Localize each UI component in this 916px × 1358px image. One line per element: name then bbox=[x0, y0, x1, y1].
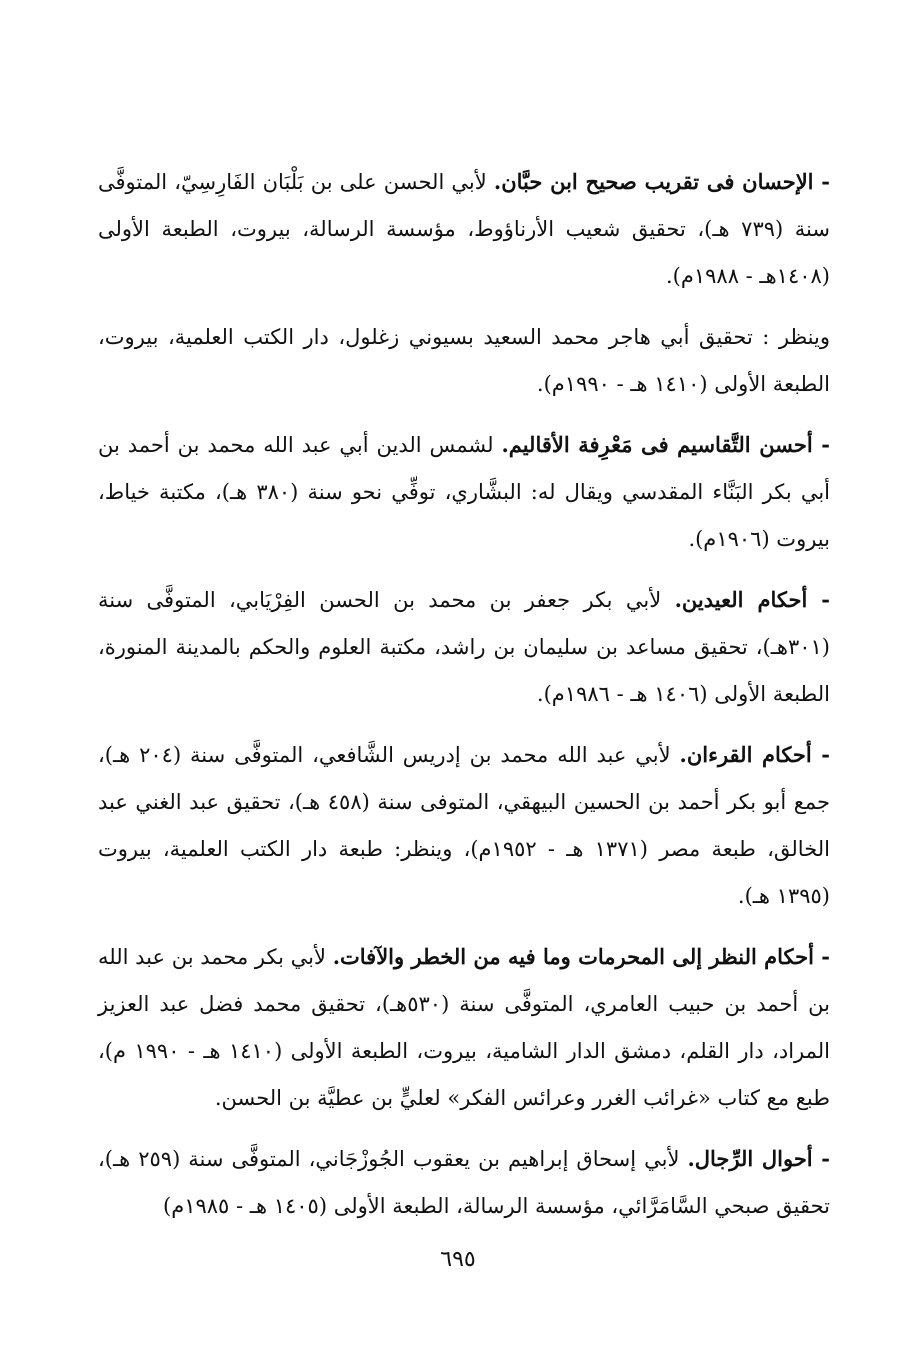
bibliography-entry-ahkam-al-idayn bbox=[98, 576, 830, 718]
entry-text: لأبي عبد الله محمد بن إدريس الشَّافعي، المتوفَّى سنة (٢٠٤ هـ)، جمع أبو بكر أحمد بن الحسين البيهقي، المتوفى سنة (٤٥٨ هـ)، تحقيق عبد الغني عبد الخالق، طبعة مصر (١٣٧١ هـ - ١٩٥٢م)، وينظر: طبعة دار الكتب العلمية، بيروت (١٣٩٥ هـ). bbox=[98, 743, 830, 908]
entry-title: - أحكام النظر إلى المحرمات وما فيه من الخطر والآفات. bbox=[332, 944, 831, 969]
entry-text: لأبي بكر محمد بن عبد الله بن أحمد بن حبيب العامري، المتوفَّى سنة (٥٣٠هـ)، تحقيق محمد فضل عبد العزيز المراد، دار القلم، دمشق الدار الشامية، بيروت، الطبعة الأولى (١٤١٠ هـ - ١٩٩٠ م)، طبع مع كتاب «غرائب الغرر وعرائس الفكر» لعليٍّ بن عطيَّة بن الحسن. bbox=[98, 945, 830, 1110]
entry-title: - أحسن التَّقاسيم فى مَعْرِفة الأقاليم. bbox=[501, 432, 830, 457]
entry-text: وينظر : تحقيق أبي هاجر محمد السعيد بسيوني زغلول، دار الكتب العلمية، بيروت، الطبعة الأولى (١٤١٠ هـ - ١٩٩٠م). bbox=[98, 325, 830, 396]
bibliography-entry-ahkam-al-nazar bbox=[98, 933, 830, 1122]
entry-title: - أحوال الرِّجال. bbox=[687, 1146, 831, 1171]
entry-title: - الإحسان فى تقريب صحيح ابن حبَّان. bbox=[493, 169, 830, 194]
entry-title: - أحكام القرءان. bbox=[679, 742, 830, 767]
bibliography-entry-al-ihsan bbox=[98, 158, 830, 300]
page-number: ٦٩٥ bbox=[440, 1247, 476, 1272]
entry-text: لشمس الدين أبي عبد الله محمد بن أحمد بن أبي بكر البَنَّاء المقدسي ويقال له: البشَّاري، توفِّي نحو سنة (٣٨٠ هـ)، مكتبة خياط، بيروت (١٩٠٦م). bbox=[98, 433, 831, 551]
bibliography-entry-ahkam-al-quran bbox=[98, 731, 830, 920]
bibliography-entry-ahsan-al-taqasim bbox=[98, 421, 830, 563]
entry-text: لأبي إسحاق إبراهيم بن يعقوب الجُوزْجَاني، المتوفَّى سنة (٢٥٩ هـ)، تحقيق صبحي السَّامَرَّائي، مؤسسة الرسالة، الطبعة الأولى (١٤٠٥ هـ - ١٩٨٥م) bbox=[98, 1147, 830, 1218]
entry-text: لأبي بكر جعفر بن محمد بن الحسن الفِرْيَابي، المتوفَّى سنة (٣٠١هـ)، تحقيق مساعد بن سليمان بن راشد، مكتبة العلوم والحكم بالمدينة المنورة، الطبعة الأولى (١٤٠٦ هـ - ١٩٨٦م). bbox=[98, 588, 830, 706]
entry-text: لأبي الحسن على بن بَلْبَان الفَارِسِيّ، المتوفَّى سنة (٧٣٩ هـ)، تحقيق شعيب الأرناؤوط، مؤسسة الرسالة، بيروت، الطبعة الأولى (١٤٠٨هـ - ١٩٨٨م). bbox=[98, 170, 830, 288]
entry-title: - أحكام العيدين. bbox=[674, 587, 830, 612]
bibliography-note-see-also bbox=[98, 313, 830, 408]
bibliography-entry-ahwal-al-rijal bbox=[98, 1135, 830, 1230]
